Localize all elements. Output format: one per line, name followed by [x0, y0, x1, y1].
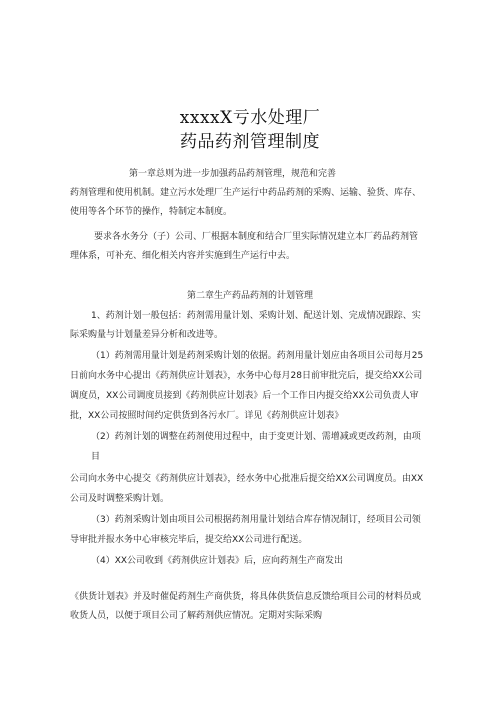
paragraph-line: （2）药剂计划的调整在药剂使用过程中，由于变更计划、需增减或更改药剂，由项: [91, 432, 421, 442]
chapter-heading: 第二章生产药品药剂的计划管理: [186, 291, 313, 301]
paragraph-line: 要求各水务分（子）公司、厂根据本制度和结合厂里实际情况建立本厂药品药剂管: [94, 232, 419, 242]
paragraph-line: 使用等各个环节的操作，特制定本制度。: [70, 207, 233, 217]
paragraph-line: 1、药剂计划一般包括：药剂需用量计划、采购计划、配送计划、完成情况跟踪、实: [91, 311, 421, 321]
document-title-line-2: 药品药剂管理制度: [180, 132, 320, 152]
paragraph-line: 第一章总则为进一步加强药品药剂管理，规范和完善: [129, 169, 337, 179]
document-title-line-1: xxxxX亏水处理厂: [179, 108, 321, 128]
paragraph-line: 公司及时调整采购计划。: [70, 494, 170, 504]
paragraph-line: 调度员，XX公司调度员接到《药剂供应计划表》后一个工作日内提交给XX公司负责人审: [70, 391, 419, 401]
paragraph-line: （1）药剂需用量计划是药剂采购计划的依据。药剂用量计划应由各项目公司每月25: [91, 351, 424, 361]
paragraph-line: 理体系，可补充、细化相关内容并实施到生产运行中去。: [70, 251, 296, 261]
paragraph-line: 日前向水务中心提出《药剂供应计划表》，水务中心每月28日前审批完后，提交给XX公司: [70, 371, 423, 381]
paragraph-line: 公司向水务中心提交《药剂供应计划表》，经水务中心批准后提交给XX公司调度员。由XX: [70, 474, 424, 484]
paragraph-line: 《供货计划表》并及时催促药剂生产商供货，将具体供货信息反馈给项目公司的材料员或: [70, 592, 422, 602]
paragraph-line: 导审批并报水务中心审核完毕后，提交给XX公司进行配送。: [70, 535, 308, 545]
paragraph-line: 药剂管理和使用机制。建立污水处理厂生产运行中药品药剂的采购、运输、验货、库存、: [70, 188, 422, 198]
paragraph-line: 际采购量与计划量差异分析和改进等。: [70, 330, 224, 340]
paragraph-line: 目: [91, 452, 101, 462]
paragraph-line: （3）药剂采购计划由项目公司根据药剂用量计划结合库存情况制订，经项目公司领: [91, 515, 421, 525]
paragraph-line: 收货人员，以便于项目公司了解药剂供应情况。定期对实际采购: [70, 611, 323, 621]
paragraph-line: （4）XX公司收到《药剂供应计划表》后，应向药剂生产商发出: [91, 556, 344, 566]
paragraph-line: 批，XX公司按照时间约定供货到各污水厂。详见《药剂供应计划表》: [70, 411, 344, 421]
